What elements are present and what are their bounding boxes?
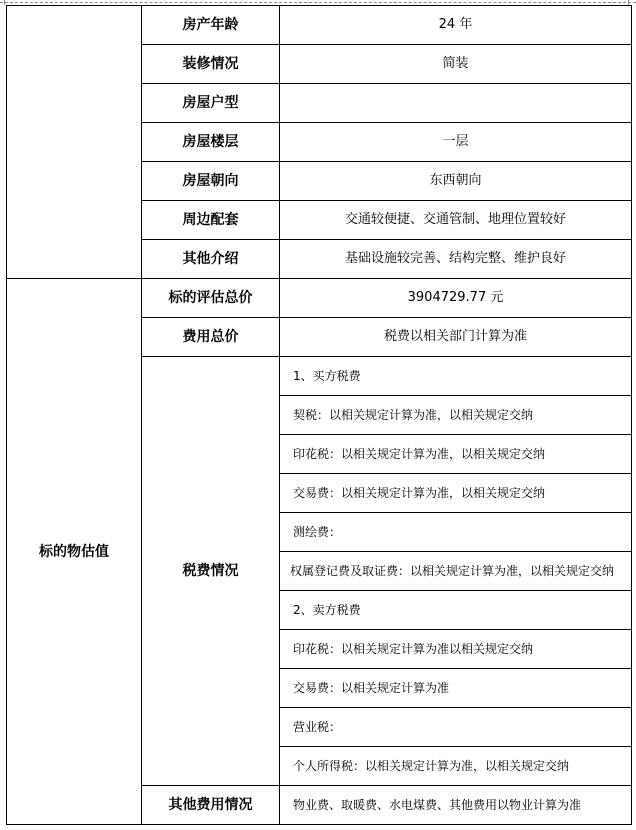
row-label: 房屋楼层 [142, 123, 280, 162]
row-label: 装修情况 [142, 45, 280, 84]
row-value: 24 年 [280, 6, 632, 45]
property-info-table [6, 5, 632, 825]
total-value: 3904729.77 元 [280, 279, 632, 318]
total-fee-label: 费用总价 [142, 318, 280, 357]
row-value: 简装 [280, 45, 632, 84]
row-value: 基础设施较完善、结构完整、维护良好 [280, 240, 632, 279]
tax-line: 印花税：以相关规定计算为准，以相关规定交纳 [280, 435, 632, 474]
tax-line: 交易费：以相关规定计算为准 [280, 669, 632, 708]
property-group-cell [7, 6, 142, 279]
page-corner-mark-left [4, 0, 5, 5]
page-top-border [0, 2, 636, 3]
tax-line: 测绘费： [280, 513, 632, 552]
tax-line: 个人所得税：以相关规定计算为准，以相关规定交纳 [280, 747, 632, 786]
table-row [7, 6, 632, 45]
other-fee-label: 其他费用情况 [142, 786, 280, 825]
row-label: 周边配套 [142, 201, 280, 240]
tax-line: 契税：以相关规定计算为准，以相关规定交纳 [280, 396, 632, 435]
tax-line: 印花税：以相关规定计算为准以相关规定交纳 [280, 630, 632, 669]
row-label: 房屋户型 [142, 84, 280, 123]
row-label: 其他介绍 [142, 240, 280, 279]
row-value [280, 84, 632, 123]
tax-line: 权属登记费及取证费：以相关规定计算为准，以相关规定交纳 [280, 552, 632, 591]
table-row [7, 279, 632, 318]
tax-line: 2、卖方税费 [280, 591, 632, 630]
tax-line: 1、买方税费 [280, 357, 632, 396]
row-value: 东西朝向 [280, 162, 632, 201]
total-value-label: 标的评估总价 [142, 279, 280, 318]
other-fee-value: 物业费、取暖费、水电煤费、其他费用以物业计算为准 [280, 786, 632, 825]
row-label: 房产年龄 [142, 6, 280, 45]
valuation-group-title: 标的物估值 [7, 279, 142, 825]
total-fee-value: 税费以相关部门计算为准 [280, 318, 632, 357]
row-value: 一层 [280, 123, 632, 162]
tax-line: 营业税： [280, 708, 632, 747]
row-value: 交通较便捷、交通管制、地理位置较好 [280, 201, 632, 240]
tax-line: 交易费：以相关规定计算为准，以相关规定交纳 [280, 474, 632, 513]
tax-label: 税费情况 [142, 357, 280, 786]
row-label: 房屋朝向 [142, 162, 280, 201]
